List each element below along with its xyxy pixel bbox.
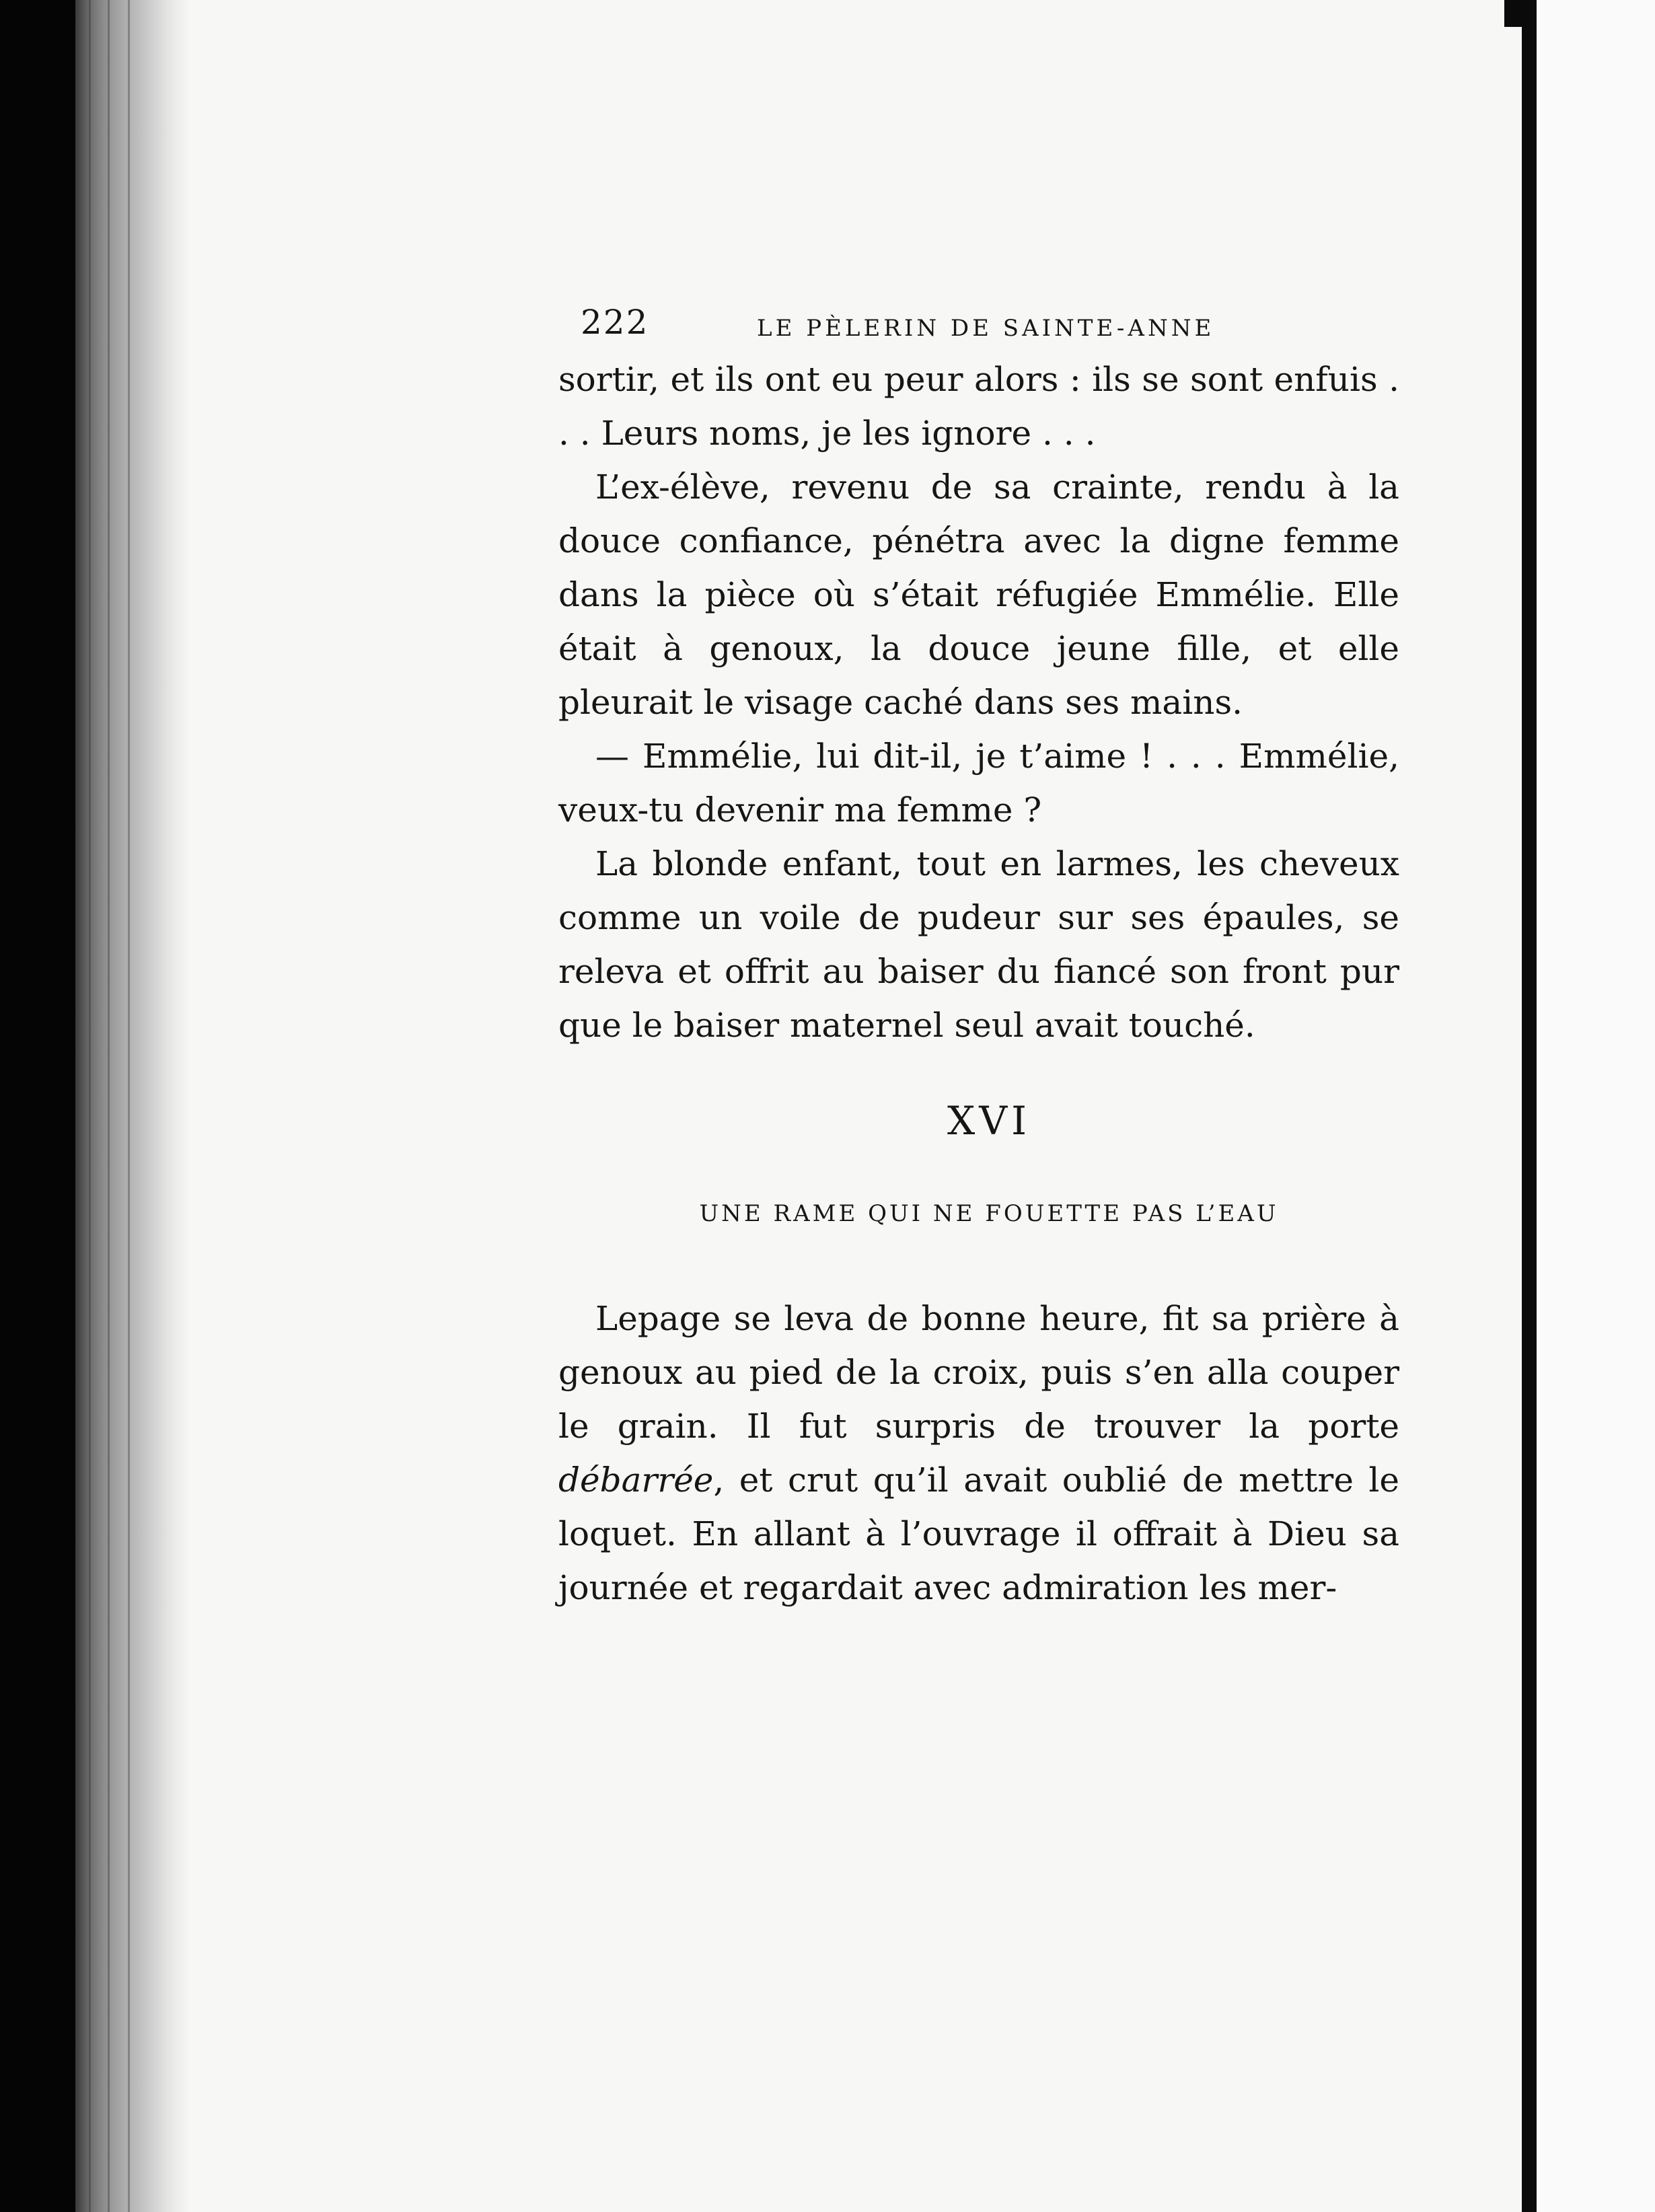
text-block-continued [558, 353, 1399, 1052]
scan-binding-gutter [75, 0, 188, 2212]
paragraph-text-end: , et crut qu’il avait oublié de mettre le loquet. En allant à l’ouvrage il offrait à Dieu sa journée et regardait avec admiration les mer- [558, 1461, 1399, 1607]
italic-word: débarrée [558, 1461, 714, 1500]
paragraph: sortir, et ils ont eu peur alors : ils se sont enfuis . . . Leurs noms, je les ignore . . . [558, 360, 1399, 453]
paragraph-dialogue: — Emmélie, lui dit-il, je t’aime ! . . . Emmélie, veux-tu devenir ma femme ? [558, 737, 1399, 830]
scan-right-border [1522, 0, 1537, 2212]
paragraph [558, 1292, 1399, 1615]
text-block-chapter [558, 1292, 1399, 1615]
scan-next-page-edge [1537, 0, 1655, 2212]
chapter-number: XVI [947, 1098, 1031, 1144]
book-page [558, 303, 1399, 1615]
running-head [558, 303, 1399, 350]
running-title: LE PÈLERIN DE SAINTE-ANNE [757, 315, 1215, 342]
chapter-title: UNE RAME QUI NE FOUETTE PAS L’EAU [699, 1200, 1279, 1227]
scan-left-margin [0, 0, 75, 2212]
page-number: 222 [581, 303, 649, 342]
paragraph-text-start: Lepage se leva de bonne heure, fit sa prière à genoux au pied de la croix, puis s’en alla couper le grain. Il fut surpris de trouver la porte [558, 1299, 1399, 1446]
paragraph: L’ex-élève, revenu de sa crainte, rendu à la douce confiance, pénétra avec la digne femme dans la pièce où s’était réfugiée Emmélie. Elle était à genoux, la douce jeune fille, et elle pleurait le visage caché dans ses mains. [558, 468, 1399, 722]
paragraph: La blonde enfant, tout en larmes, les cheveux comme un voile de pudeur sur ses épaules, se releva et offrit au baiser du fiancé son front pur que le baiser maternel seul avait touché. [558, 844, 1399, 1045]
